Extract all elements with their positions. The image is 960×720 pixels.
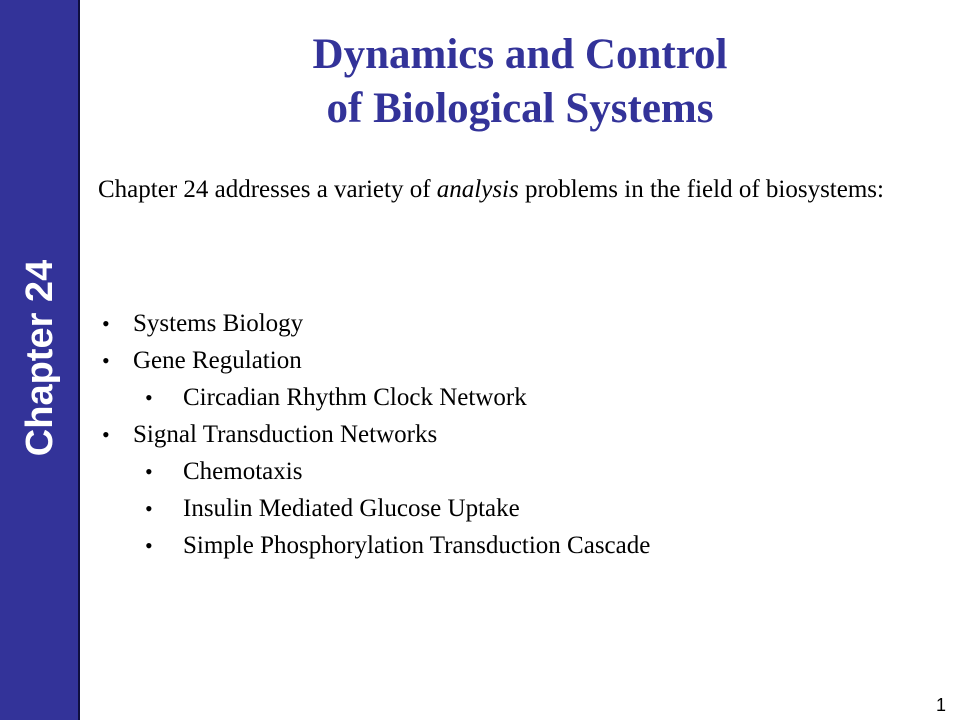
list-item-text: Signal Transduction Networks — [133, 421, 438, 448]
list-item — [98, 416, 938, 453]
slide-title-line-2: of Biological Systems — [326, 85, 714, 132]
list-item-text: Systems Biology — [133, 310, 304, 337]
page-number: 1 — [935, 695, 946, 715]
intro-text-after: problems in the field of biosystems: — [518, 176, 884, 203]
bullet-icon: • — [102, 311, 110, 336]
list-item-text: Gene Regulation — [133, 347, 302, 374]
bullet-icon: • — [145, 496, 153, 521]
sub-list-item — [98, 527, 938, 564]
list-item — [98, 305, 938, 342]
bullet-icon: • — [102, 348, 110, 373]
list-item-text: Simple Phosphorylation Transduction Cascade — [183, 532, 651, 559]
list-item-text: Circadian Rhythm Clock Network — [183, 384, 527, 411]
list-item-text: Insulin Mediated Glucose Uptake — [183, 495, 520, 522]
chapter-sidebar — [0, 0, 80, 720]
list-item-text: Chemotaxis — [183, 458, 303, 485]
topic-list — [98, 305, 938, 564]
chapter-label: Chapter 24 — [19, 259, 61, 457]
sub-list-item — [98, 490, 938, 527]
slide-title-line-1: Dynamics and Control — [312, 31, 728, 78]
bullet-icon: • — [145, 385, 153, 410]
list-item — [98, 342, 938, 379]
intro-emphasis: analysis — [436, 176, 519, 203]
intro-text-before: Chapter 24 addresses a variety of — [98, 176, 437, 203]
bullet-icon: • — [145, 533, 153, 558]
slide-title — [80, 28, 960, 136]
bullet-icon: • — [145, 459, 153, 484]
intro-paragraph — [98, 172, 953, 208]
sub-list-item — [98, 453, 938, 490]
bullet-icon: • — [102, 422, 110, 447]
sub-list-item — [98, 379, 938, 416]
